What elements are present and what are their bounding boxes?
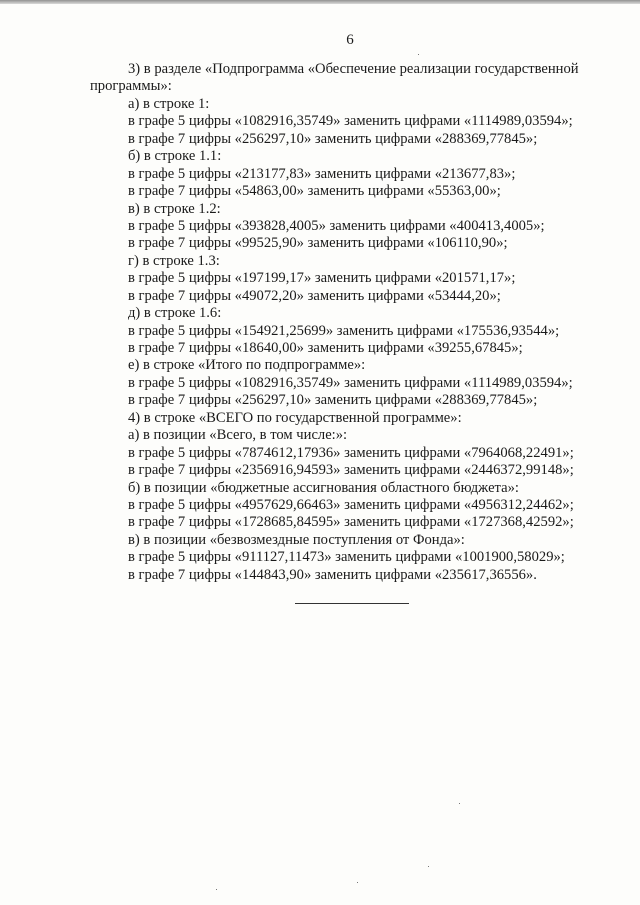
amendment-line: в графе 5 цифры «1082916,35749» заменить цифрами «1114989,03594»; xyxy=(128,113,573,130)
item-heading: е) в строке «Итого по подпрограмме»: xyxy=(128,357,366,374)
item-heading: в) в строке 1.2: xyxy=(128,200,221,217)
amendment-line: в графе 5 цифры «154921,25699» заменить цифрами «175536,93544»; xyxy=(128,322,560,339)
amendment-line: в графе 7 цифры «1728685,84595» заменить цифрами «1727368,42592»; xyxy=(128,514,574,531)
amendment-line: в графе 7 цифры «256297,10» заменить цифрами «288369,77845»; xyxy=(128,130,538,147)
item-heading: б) в строке 1.1: xyxy=(128,148,222,165)
item-heading: б) в позиции «бюджетные ассигнования областного бюджета»: xyxy=(128,479,519,496)
document-body xyxy=(90,61,620,584)
amendment-line: в графе 5 цифры «1082916,35749» заменить цифрами «1114989,03594»; xyxy=(128,374,573,391)
section-heading-line: 3) в разделе «Подпрограмма «Обеспечение реализации государственной xyxy=(128,61,579,77)
item-heading: в) в позиции «безвозмездные поступления от Фонда»: xyxy=(128,531,465,548)
item-heading: г) в строке 1.3: xyxy=(128,252,220,269)
scan-speck xyxy=(428,866,429,867)
item-heading: д) в строке 1.6: xyxy=(128,305,222,322)
amendment-line: в графе 7 цифры «49072,20» заменить цифрами «53444,20»; xyxy=(128,287,501,304)
scan-speck xyxy=(357,882,358,883)
section-heading-continuation: программы»: xyxy=(90,78,172,95)
amendment-line: в графе 5 цифры «911127,11473» заменить цифрами «1001900,58029»; xyxy=(128,549,565,566)
item-heading: а) в позиции «Всего, в том числе:»: xyxy=(128,427,348,444)
item-heading: а) в строке 1: xyxy=(128,95,210,112)
amendment-line: в графе 5 цифры «393828,4005» заменить цифрами «400413,4005»; xyxy=(128,217,545,234)
amendment-line: в графе 5 цифры «213177,83» заменить цифрами «213677,83»; xyxy=(128,165,516,182)
section-heading-line: 4) в строке «ВСЕГО по государственной программе»: xyxy=(128,409,462,426)
amendment-line: в графе 7 цифры «256297,10» заменить цифрами «288369,77845»; xyxy=(128,392,538,409)
amendment-line: в графе 5 цифры «4957629,66463» заменить цифрами «4956312,24462»; xyxy=(128,496,574,513)
amendment-line: в графе 7 цифры «18640,00» заменить цифрами «39255,67845»; xyxy=(128,340,523,356)
amendment-line: в графе 7 цифры «144843,90» заменить цифрами «235617,36556». xyxy=(128,566,537,583)
closing-divider xyxy=(295,603,409,604)
amendment-line: в графе 7 цифры «54863,00» заменить цифрами «55363,00»; xyxy=(128,183,501,200)
scan-speck xyxy=(418,54,419,55)
page-number: 6 xyxy=(346,32,354,48)
amendment-line: в графе 5 цифры «7874612,17936» заменить цифрами «7964068,22491»; xyxy=(128,444,574,461)
amendment-line: в графе 7 цифры «99525,90» заменить цифрами «106110,90»; xyxy=(128,235,508,252)
amendment-line: в графе 7 цифры «2356916,94593» заменить цифрами «2446372,99148»; xyxy=(128,462,574,479)
scan-speck xyxy=(459,803,460,804)
scan-edge xyxy=(0,0,640,4)
scan-speck xyxy=(216,889,217,890)
amendment-line: в графе 5 цифры «197199,17» заменить цифрами «201571,17»; xyxy=(128,270,516,287)
